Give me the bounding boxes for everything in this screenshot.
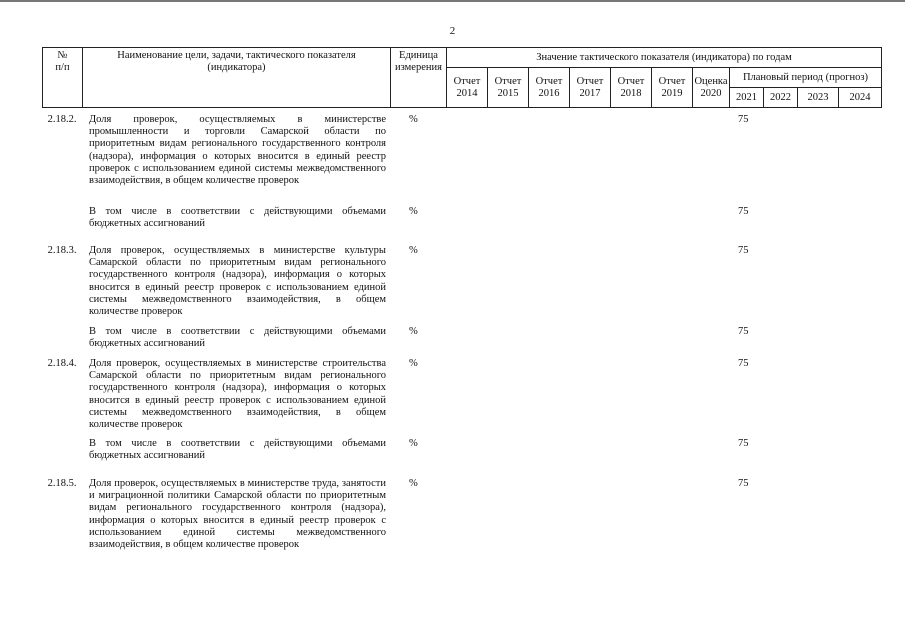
row-value-2021: 75 (738, 478, 749, 489)
header-year-2016: Отчет 2016 (528, 67, 570, 108)
header-col-values: Значение тактического показателя (индикатора) по годам (446, 47, 882, 68)
row-description: В том числе в соответствии с действующими объемами бюджетных ассигнований (89, 326, 386, 350)
row-unit: % (409, 206, 418, 217)
row-description: Доля проверок, осуществляемых в министерстве труда, занятости и миграционной политики Самарской области по приоритетным видам регионального государственного контроля (надзора), информация о которых вносится в единый реестр проверок с использованием единой системы межведомственного взаимодействия, в общем количестве проверок (89, 478, 386, 551)
row-value-2021: 75 (738, 358, 749, 369)
header-plan-year-2024: 2024 (838, 87, 882, 108)
row-value-2021: 75 (738, 114, 749, 125)
header-year-2014: Отчет 2014 (446, 67, 488, 108)
row-description: В том числе в соответствии с действующими объемами бюджетных ассигнований (89, 438, 386, 462)
row-value-2021: 75 (738, 206, 749, 217)
row-unit: % (409, 358, 418, 369)
row-unit: % (409, 326, 418, 337)
row-value-2021: 75 (738, 245, 749, 256)
row-number: 2.18.2. (47, 114, 77, 125)
row-value-2021: 75 (738, 438, 749, 449)
header-plan-year-2021: 2021 (729, 87, 764, 108)
header-year-2015: Отчет 2015 (487, 67, 529, 108)
row-description: Доля проверок, осуществляемых в министерстве промышленности и торговли Самарской области по приоритетным видам регионального государственного контроля (надзора), информация о которых вносится в единый реестр проверок с использованием единой системы межведомственного взаимодействия, в общем количестве проверок (89, 114, 386, 187)
row-unit: % (409, 438, 418, 449)
header-year-2020: Оценка 2020 (692, 67, 730, 108)
header-year-2017: Отчет 2017 (569, 67, 611, 108)
header-col-name: Наименование цели, задачи, тактического показателя (индикатора) (82, 47, 391, 108)
header-col-unit: Единица измерения (390, 47, 447, 108)
row-value-2021: 75 (738, 326, 749, 337)
row-description: В том числе в соответствии с действующими объемами бюджетных ассигнований (89, 206, 386, 230)
header-plan-period: Плановый период (прогноз) (729, 67, 882, 88)
header-plan-year-2023: 2023 (797, 87, 839, 108)
row-description: Доля проверок, осуществляемых в министерстве культуры Самарской области по приоритетным видам регионального государственного контроля (надзора), информация о которых вносится в единый реестр проверок с использованием единой системы межведомственного взаимодействия, в общем количестве проверок (89, 245, 386, 318)
row-number: 2.18.3. (47, 245, 77, 256)
header-year-2019: Отчет 2019 (651, 67, 693, 108)
row-number: 2.18.4. (47, 358, 77, 369)
top-border (0, 0, 905, 2)
row-unit: % (409, 478, 418, 489)
page-number: 2 (449, 25, 456, 37)
header-year-2018: Отчет 2018 (610, 67, 652, 108)
row-unit: % (409, 114, 418, 125)
row-description: Доля проверок, осуществляемых в министерстве строительства Самарской области по приоритетным видам регионального государственного контроля (надзора), информация о которых вносится в единый реестр проверок с использованием единой системы межведомственного взаимодействия, в общем количестве проверок (89, 358, 386, 431)
row-unit: % (409, 245, 418, 256)
header-plan-year-2022: 2022 (763, 87, 798, 108)
row-number: 2.18.5. (47, 478, 77, 489)
header-col-num: № п/п (42, 47, 83, 108)
